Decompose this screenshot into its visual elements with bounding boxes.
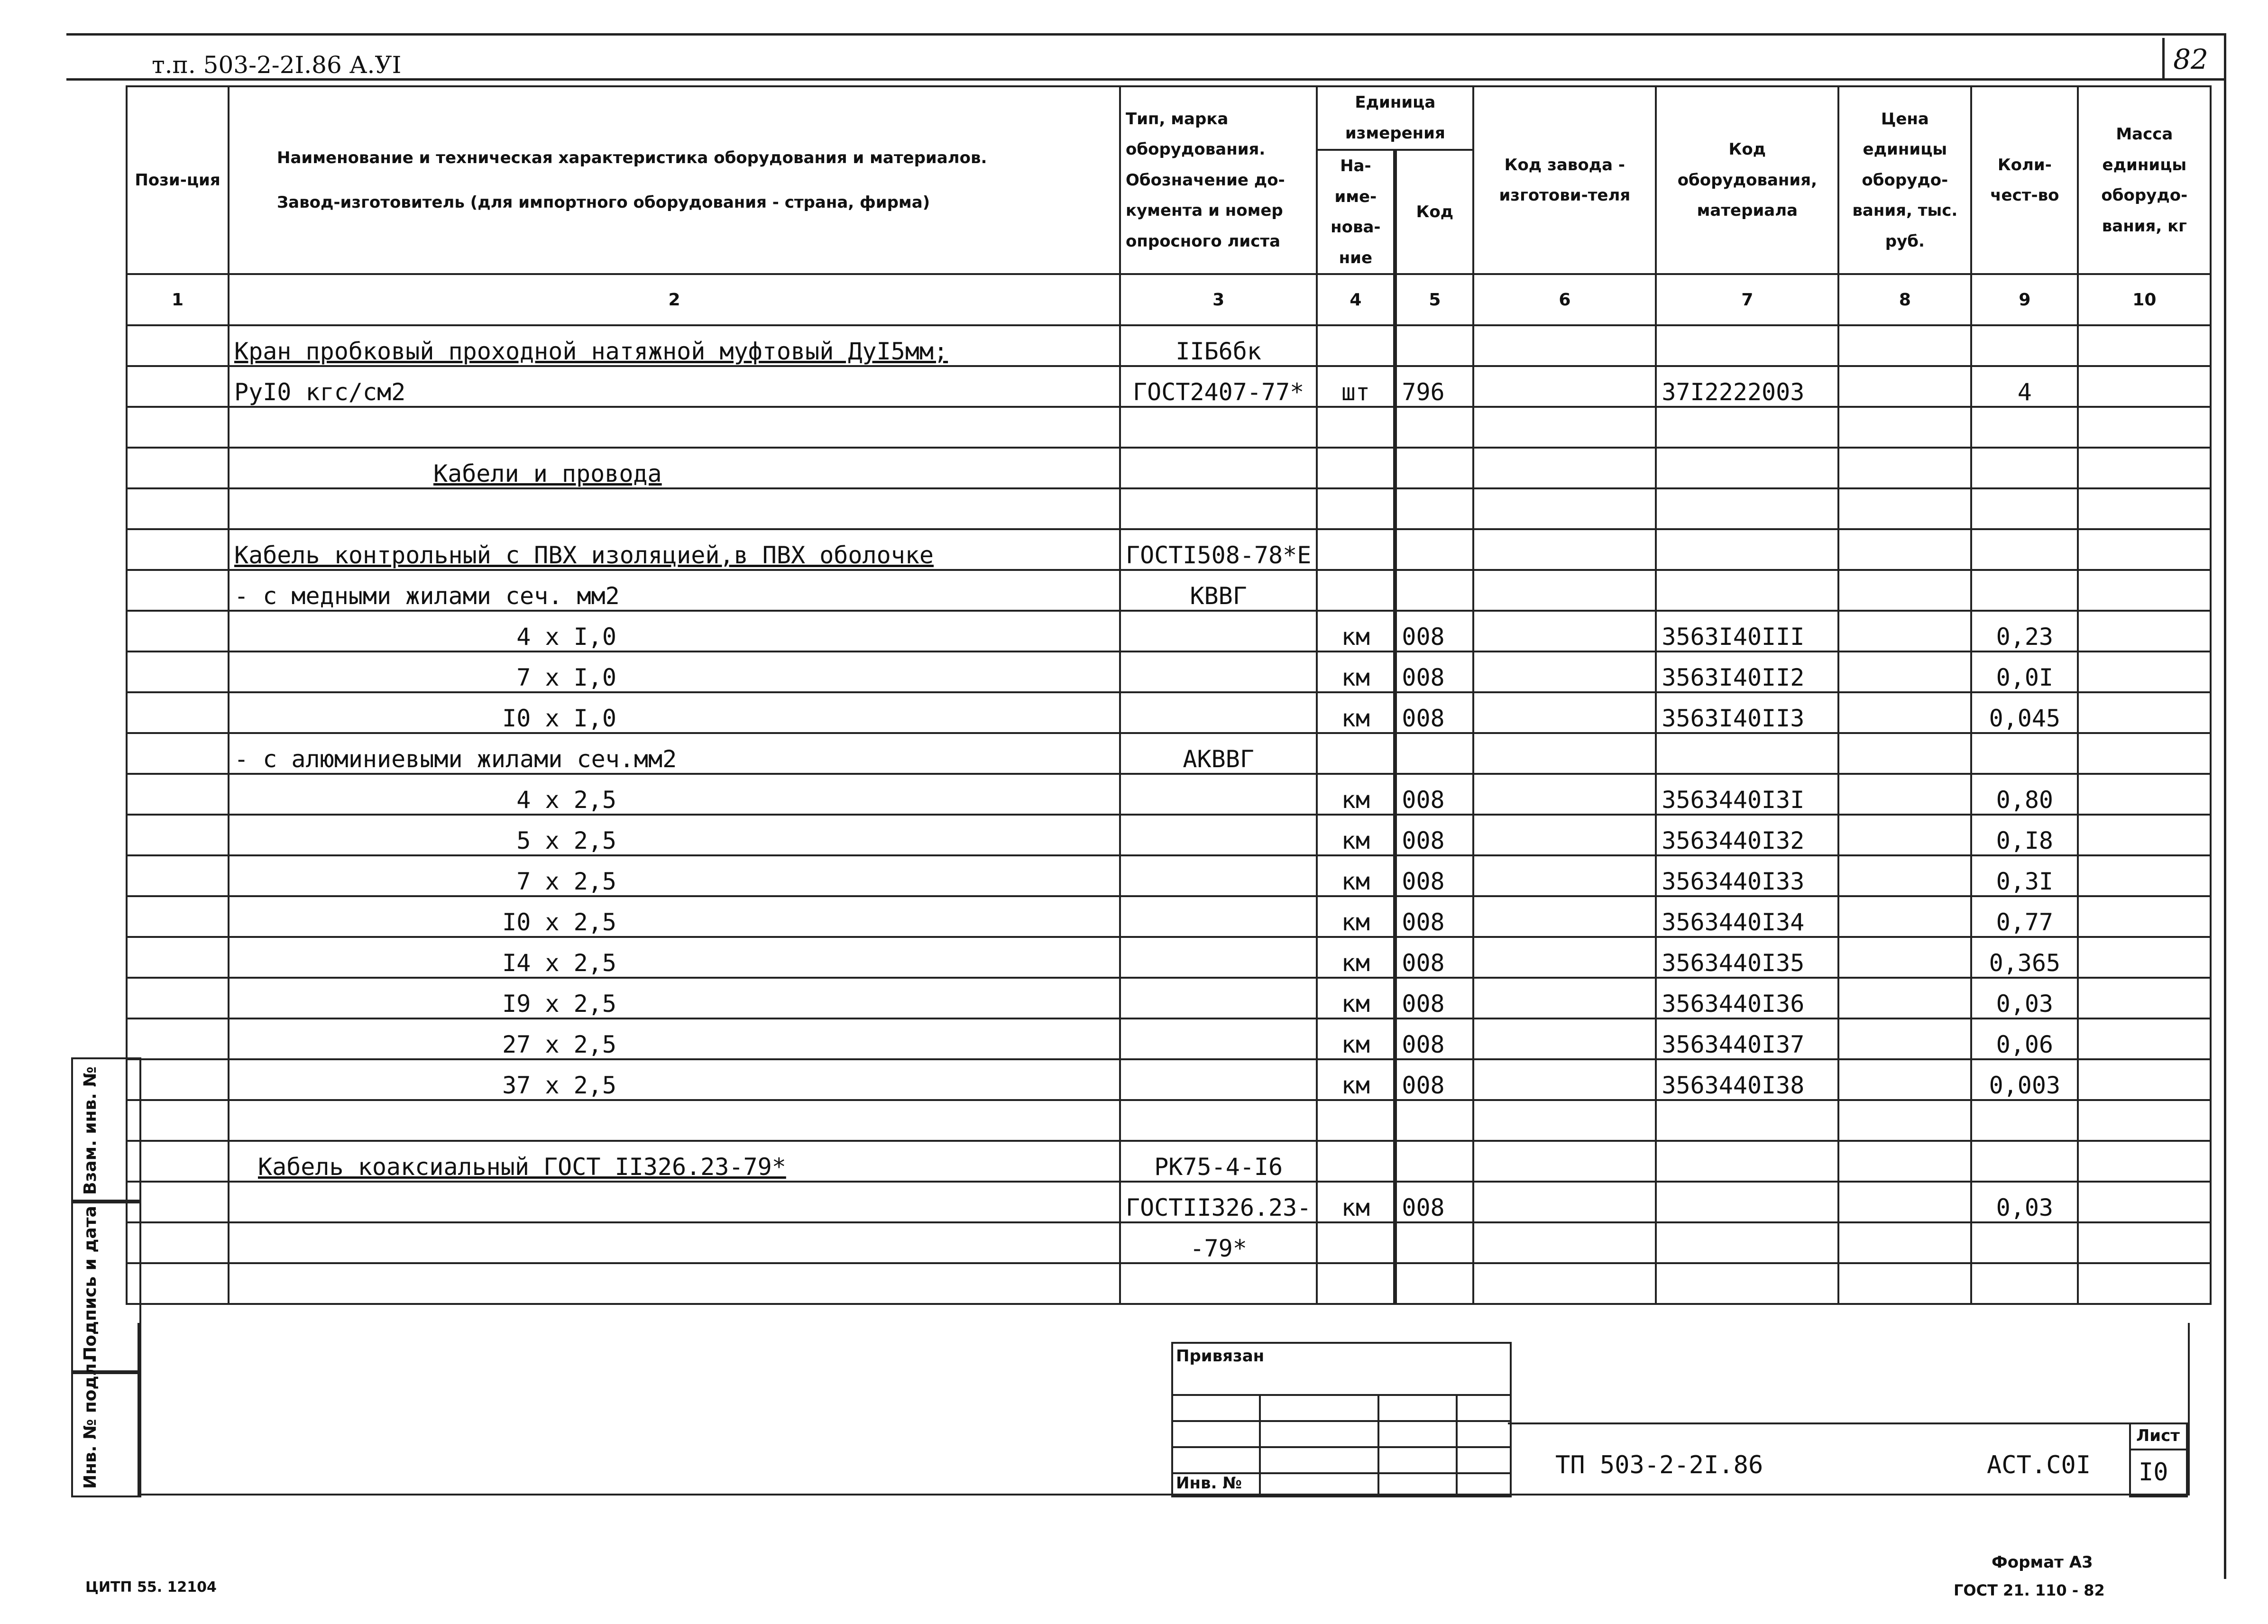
cell-mass [2078,1018,2211,1059]
cell-factory-code [1473,937,1656,978]
header-name [229,86,1120,274]
cell-type: -79* [1120,1222,1317,1263]
cell-quantity: 0,77 [1971,896,2078,937]
cell-unit-code: 008 [1395,815,1473,855]
cell-unit [1317,407,1395,448]
cell-unit-code [1395,1263,1473,1304]
footer-ref: ЦИТП 55. 12104 [85,1579,217,1596]
table-row [127,1182,2211,1222]
cell-unit-code: 008 [1395,1018,1473,1059]
table-row [127,896,2211,937]
cell-mass [2078,488,2211,529]
cell-position [127,1222,229,1263]
cell-unit-code: 008 [1395,611,1473,651]
cell-mass [2078,325,2211,366]
cell-unit [1317,488,1395,529]
cell-factory-code [1473,1100,1656,1141]
cell-material-code: 3563440I3I [1656,774,1838,815]
cell-quantity: 0,03 [1971,1182,2078,1222]
footer-format: Формат А3 [1992,1553,2093,1572]
cell-type [1120,978,1317,1018]
cell-mass [2078,651,2211,692]
cell-position [127,692,229,733]
cell-type [1120,774,1317,815]
cell-position [127,488,229,529]
cell-type [1120,448,1317,488]
cell-name: 5 х 2,5 [229,815,1120,855]
table-row [127,1263,2211,1304]
cell-quantity: 0,0I [1971,651,2078,692]
table-row [127,325,2211,366]
table-row [127,611,2211,651]
cell-quantity [1971,1263,2078,1304]
cell-unit-code [1395,1100,1473,1141]
header-unit-name: На-име-нова-ние [1317,150,1395,274]
cell-unit-code: 008 [1395,692,1473,733]
table-row [127,1018,2211,1059]
cell-unit [1317,570,1395,611]
cell-type [1120,896,1317,937]
cell-unit-code: 008 [1395,855,1473,896]
cell-type: ГОСТII326.23- [1120,1182,1317,1222]
cell-quantity [1971,325,2078,366]
side-label-inv-podl: Инв. № подл. [81,1357,100,1489]
cell-name: 7 х 2,5 [229,855,1120,896]
cell-price [1838,448,1971,488]
cell-name: РуI0 кгс/см2 [229,366,1120,407]
cell-factory-code [1473,733,1656,774]
cell-unit-code [1395,407,1473,448]
table-row [127,407,2211,448]
cell-mass [2078,855,2211,896]
footer-gost: ГОСТ 21. 110 - 82 [1954,1581,2105,1599]
cell-factory-code [1473,529,1656,570]
cell-position [127,733,229,774]
cell-position [127,1263,229,1304]
cell-type [1120,488,1317,529]
cell-mass [2078,1059,2211,1100]
cell-unit: км [1317,651,1395,692]
cell-material-code: 3563440I37 [1656,1018,1838,1059]
cell-name [229,1182,1120,1222]
cell-name: I0 х I,0 [229,692,1120,733]
cell-unit-code [1395,488,1473,529]
cell-name [229,1100,1120,1141]
cell-unit [1317,1263,1395,1304]
cell-factory-code [1473,774,1656,815]
cell-unit-code [1395,570,1473,611]
cell-unit [1317,448,1395,488]
table-row [127,937,2211,978]
cell-type [1120,1263,1317,1304]
cell-unit-code: 008 [1395,774,1473,815]
cell-factory-code [1473,978,1656,1018]
inventory-number-label: Инв. № [1176,1474,1242,1493]
cell-position [127,325,229,366]
cell-position [127,366,229,407]
table-row [127,815,2211,855]
cell-quantity: 0,003 [1971,1059,2078,1100]
cell-name [229,488,1120,529]
cell-unit-code: 008 [1395,896,1473,937]
cell-name [229,1263,1120,1304]
cell-factory-code [1473,366,1656,407]
sheet-label: Лист [2136,1426,2180,1445]
cell-price [1838,692,1971,733]
cell-unit [1317,1222,1395,1263]
cell-name: - с алюминиевыми жилами сеч.мм2 [229,733,1120,774]
cell-factory-code [1473,570,1656,611]
cell-type [1120,692,1317,733]
cell-type [1120,651,1317,692]
cell-unit-code: 008 [1395,937,1473,978]
cell-quantity [1971,1222,2078,1263]
cell-type [1120,1059,1317,1100]
cell-name: - с медными жилами сеч. мм2 [229,570,1120,611]
cell-name: Кран пробковый проходной натяжной муфтовый ДуI5мм; [229,325,1120,366]
cell-unit-code: 796 [1395,366,1473,407]
cell-name: Кабель коаксиальный ГОСТ II326.23-79* [229,1141,1120,1182]
cell-unit-code: 008 [1395,1059,1473,1100]
cell-mass [2078,1263,2211,1304]
cell-material-code [1656,407,1838,448]
cell-type [1120,407,1317,448]
sheet-code: АСТ.С0I [1987,1451,2091,1479]
header-mass: Масса единицы оборудо-вания, кг [2078,86,2211,274]
document-reference: т.п. 503-2-2I.86 А.УI [152,51,402,79]
cell-type: АКВВГ [1120,733,1317,774]
cell-unit [1317,733,1395,774]
cell-price [1838,325,1971,366]
cell-position [127,570,229,611]
cell-unit [1317,1100,1395,1141]
cell-price [1838,1059,1971,1100]
cell-price [1838,1100,1971,1141]
cell-factory-code [1473,1141,1656,1182]
cell-price [1838,896,1971,937]
cell-material-code: 3563440I36 [1656,978,1838,1018]
cell-price [1838,488,1971,529]
cell-name [229,407,1120,448]
cell-mass [2078,1182,2211,1222]
cell-mass [2078,448,2211,488]
cell-price [1838,774,1971,815]
cell-unit: км [1317,1018,1395,1059]
cell-quantity: 0,06 [1971,1018,2078,1059]
header-unit-code: Код [1395,150,1473,274]
side-label-signature: Подпись и дата [81,1206,100,1361]
cell-factory-code [1473,651,1656,692]
cell-position [127,896,229,937]
header-position: Пози-ция [127,86,229,274]
cell-material-code [1656,570,1838,611]
cell-position [127,651,229,692]
cell-price [1838,529,1971,570]
cell-unit-code [1395,325,1473,366]
cell-unit [1317,529,1395,570]
table-row [127,448,2211,488]
cell-price [1838,978,1971,1018]
cell-unit: км [1317,774,1395,815]
cell-unit: км [1317,1059,1395,1100]
cell-price [1838,651,1971,692]
cell-position [127,1182,229,1222]
side-label-vzam: Взам. инв. № [81,1066,100,1195]
cell-quantity: 0,I8 [1971,815,2078,855]
cell-material-code [1656,1222,1838,1263]
cell-position [127,815,229,855]
cell-type [1120,611,1317,651]
cell-price [1838,733,1971,774]
cell-factory-code [1473,1263,1656,1304]
table-row [127,488,2211,529]
cell-factory-code [1473,855,1656,896]
cell-material-code: 3563I40II3 [1656,692,1838,733]
cell-position [127,855,229,896]
cell-position [127,611,229,651]
cell-quantity: 0,80 [1971,774,2078,815]
table-row [127,1141,2211,1182]
cell-material-code [1656,1141,1838,1182]
cell-type [1120,937,1317,978]
header-factory-code: Код завода - изготови-теля [1473,86,1656,274]
cell-unit: км [1317,978,1395,1018]
cell-material-code: 3563I40II2 [1656,651,1838,692]
cell-price [1838,1182,1971,1222]
table-row [127,570,2211,611]
cell-mass [2078,733,2211,774]
cell-type: ГОСТI508-78*Е [1120,529,1317,570]
cell-price [1838,1263,1971,1304]
cell-price [1838,366,1971,407]
cell-type [1120,815,1317,855]
cell-material-code: 3563440I34 [1656,896,1838,937]
cell-material-code [1656,733,1838,774]
cell-factory-code [1473,1182,1656,1222]
cell-quantity: 0,3I [1971,855,2078,896]
cell-price [1838,815,1971,855]
cell-factory-code [1473,896,1656,937]
cell-unit: км [1317,896,1395,937]
cell-position [127,1100,229,1141]
cell-unit [1317,1141,1395,1182]
cell-position [127,937,229,978]
table-row [127,733,2211,774]
cell-name: 4 х 2,5 [229,774,1120,815]
cell-name: 37 х 2,5 [229,1059,1120,1100]
cell-mass [2078,978,2211,1018]
cell-name [229,1222,1120,1263]
cell-unit: км [1317,611,1395,651]
table-row [127,855,2211,896]
cell-position [127,978,229,1018]
cell-material-code [1656,1263,1838,1304]
header-unit: Единица измерения [1317,86,1473,150]
cell-unit-code [1395,529,1473,570]
header-material-code: Код оборудования, материала [1656,86,1838,274]
cell-type [1120,1100,1317,1141]
cell-quantity: 0,045 [1971,692,2078,733]
cell-material-code: 3563440I35 [1656,937,1838,978]
cell-quantity: 0,365 [1971,937,2078,978]
cell-price [1838,855,1971,896]
cell-unit-code: 008 [1395,978,1473,1018]
header-type: Тип, марка оборудования. Обозначение до-кумента и номер опросного листа [1120,86,1317,274]
cell-factory-code [1473,325,1656,366]
table-row [127,1222,2211,1263]
cell-type: РК75-4-I6 [1120,1141,1317,1182]
cell-type: КВВГ [1120,570,1317,611]
cell-material-code [1656,1182,1838,1222]
cell-mass [2078,407,2211,448]
cell-position [127,448,229,488]
cell-mass [2078,815,2211,855]
cell-unit: км [1317,855,1395,896]
cell-unit-code [1395,733,1473,774]
cell-unit-code [1395,1141,1473,1182]
cell-quantity: 4 [1971,366,2078,407]
cell-mass [2078,366,2211,407]
specification-table [126,85,2212,1305]
cell-factory-code [1473,488,1656,529]
cell-unit [1317,325,1395,366]
table-row [127,774,2211,815]
cell-factory-code [1473,692,1656,733]
cell-name: Кабели и провода [229,448,1120,488]
cell-mass [2078,1141,2211,1182]
cell-price [1838,570,1971,611]
table-row [127,1059,2211,1100]
cell-name: I4 х 2,5 [229,937,1120,978]
cell-name: Кабель контрольный с ПВХ изоляцией,в ПВХ оболочке [229,529,1120,570]
cell-unit: шт [1317,366,1395,407]
cell-name: I0 х 2,5 [229,896,1120,937]
cell-material-code: 3563440I33 [1656,855,1838,896]
cell-material-code [1656,448,1838,488]
cell-position [127,774,229,815]
cell-quantity [1971,529,2078,570]
cell-quantity [1971,448,2078,488]
cell-mass [2078,692,2211,733]
cell-unit-code [1395,448,1473,488]
table-row [127,529,2211,570]
table-row [127,692,2211,733]
cell-factory-code [1473,611,1656,651]
cell-position [127,1059,229,1100]
table-row [127,651,2211,692]
cell-material-code [1656,1100,1838,1141]
cell-material-code: 37I2222003 [1656,366,1838,407]
cell-price [1838,937,1971,978]
cell-material-code: 3563440I38 [1656,1059,1838,1100]
cell-price [1838,611,1971,651]
cell-factory-code [1473,1059,1656,1100]
cell-name: 27 х 2,5 [229,1018,1120,1059]
cell-price [1838,1141,1971,1182]
cell-unit: км [1317,692,1395,733]
cell-position [127,1018,229,1059]
header-quantity: Коли-чест-во [1971,86,2078,274]
cell-type: IIБ6бк [1120,325,1317,366]
cell-quantity [1971,407,2078,448]
header-price: Цена единицы оборудо-вания, тыс. руб. [1838,86,1971,274]
cell-mass [2078,774,2211,815]
cell-price [1838,1222,1971,1263]
cell-unit: км [1317,937,1395,978]
cell-material-code [1656,529,1838,570]
cell-quantity: 0,03 [1971,978,2078,1018]
table-row [127,978,2211,1018]
cell-unit: км [1317,815,1395,855]
designation: ТП 503-2-2I.86 [1555,1451,1763,1479]
cell-mass [2078,611,2211,651]
cell-unit-code: 008 [1395,1182,1473,1222]
cell-material-code [1656,325,1838,366]
cell-position [127,1141,229,1182]
cell-price [1838,407,1971,448]
cell-quantity: 0,23 [1971,611,2078,651]
page-number: 82 [2162,38,2217,81]
cell-type [1120,1018,1317,1059]
cell-quantity [1971,733,2078,774]
header-name-line2: Завод-изготовитель (для импортного оборудования - страна, фирма) [277,193,930,212]
bottom-frame [138,1323,2190,1496]
cell-type: ГОСТ2407-77* [1120,366,1317,407]
cell-unit: км [1317,1182,1395,1222]
table-row [127,1100,2211,1141]
cell-mass [2078,937,2211,978]
header-row [127,86,2211,150]
table-row [127,366,2211,407]
cell-mass [2078,1222,2211,1263]
cell-factory-code [1473,815,1656,855]
cell-type [1120,855,1317,896]
sheet-number: I0 [2139,1458,2168,1486]
cell-quantity [1971,1141,2078,1182]
cell-position [127,407,229,448]
cell-material-code: 3563I40III [1656,611,1838,651]
cell-name: 4 х I,0 [229,611,1120,651]
cell-mass [2078,1100,2211,1141]
cell-factory-code [1473,1018,1656,1059]
binding-label: Привязан [1176,1347,1265,1366]
cell-mass [2078,529,2211,570]
cell-unit-code [1395,1222,1473,1263]
cell-name: I9 х 2,5 [229,978,1120,1018]
cell-mass [2078,896,2211,937]
cell-material-code [1656,488,1838,529]
cell-position [127,529,229,570]
cell-material-code: 3563440I32 [1656,815,1838,855]
cell-quantity [1971,570,2078,611]
header-name-line1: Наименование и техническая характеристика оборудования и материалов. [277,148,987,167]
cell-unit-code: 008 [1395,651,1473,692]
cell-quantity [1971,1100,2078,1141]
cell-quantity [1971,488,2078,529]
cell-factory-code [1473,448,1656,488]
cell-price [1838,1018,1971,1059]
cell-factory-code [1473,1222,1656,1263]
column-number-row: 1 2 3 4 5 6 7 8 9 10 [127,274,2211,325]
cell-mass [2078,570,2211,611]
cell-factory-code [1473,407,1656,448]
cell-name: 7 х I,0 [229,651,1120,692]
